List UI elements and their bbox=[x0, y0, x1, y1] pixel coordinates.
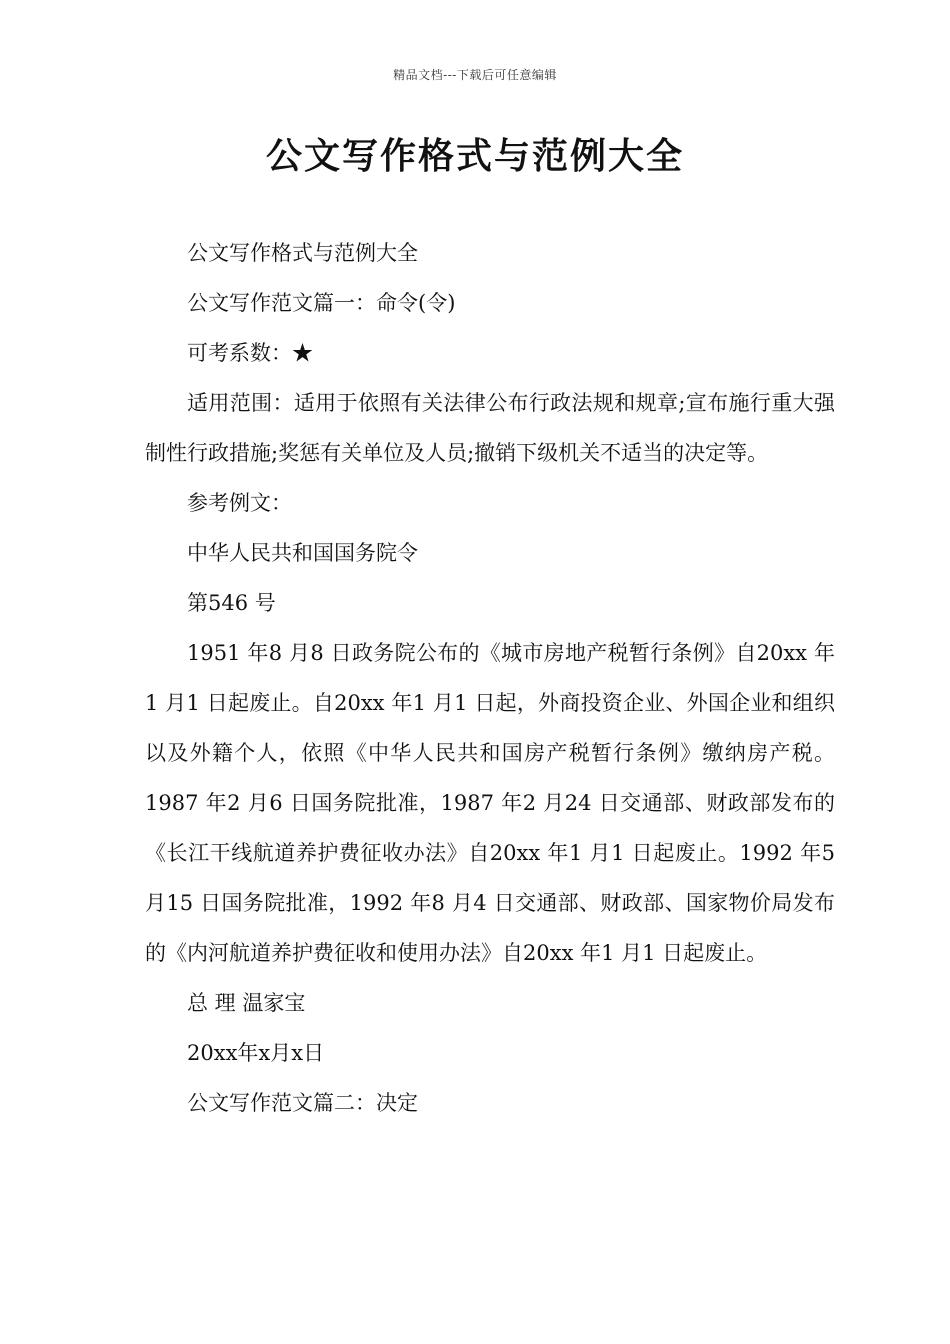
paragraph-date: 20xx年x月x日 bbox=[187, 1041, 325, 1065]
paragraph-example-label: 参考例文： bbox=[187, 491, 292, 515]
document-title: 公文写作格式与范例大全 bbox=[265, 135, 684, 177]
document-body bbox=[145, 228, 835, 1128]
paragraph-order-number: 第546 号 bbox=[187, 591, 276, 615]
paragraph-order-body: 1951 年8 月8 日政务院公布的《城市房地产税暂行条例》自20xx 年1 月1 日起废止。自20xx 年1 月1 日起，外商投资企业、外国企业和组织以及外籍个人，依照《中华人民共和国房产税暂行条例》缴纳房产税。1987 年2 月6 日国务院批准，1987 年2 月24 日交通部、财政部发布的《长江干线航道养护费征收办法》自20xx 年1 月1 日起废止。1992 年5 月15 日国务院批准，1992 年8 月4 日交通部、财政部、国家物价局发布的《内河航道养护费征收和使用办法》自20xx 年1 月1 日起废止。 bbox=[145, 641, 835, 965]
paragraph-next-section: 公文写作范文篇二：决定 bbox=[187, 1091, 418, 1115]
paragraph-signatory: 总 理 温家宝 bbox=[187, 991, 306, 1015]
paragraph-scope: 适用范围：适用于依照有关法律公布行政法规和规章;宣布施行重大强制性行政措施;奖惩有关单位及人员;撤销下级机关不适当的决定等。 bbox=[145, 391, 835, 465]
paragraph-issuer: 中华人民共和国国务院令 bbox=[187, 541, 418, 565]
paragraph-rating: 可考系数：★ bbox=[187, 341, 313, 365]
header-note: 精品文档---下载后可任意编辑 bbox=[393, 68, 557, 82]
paragraph-section-heading: 公文写作范文篇一：命令(令) bbox=[187, 291, 456, 315]
paragraph-subtitle: 公文写作格式与范例大全 bbox=[187, 241, 418, 265]
